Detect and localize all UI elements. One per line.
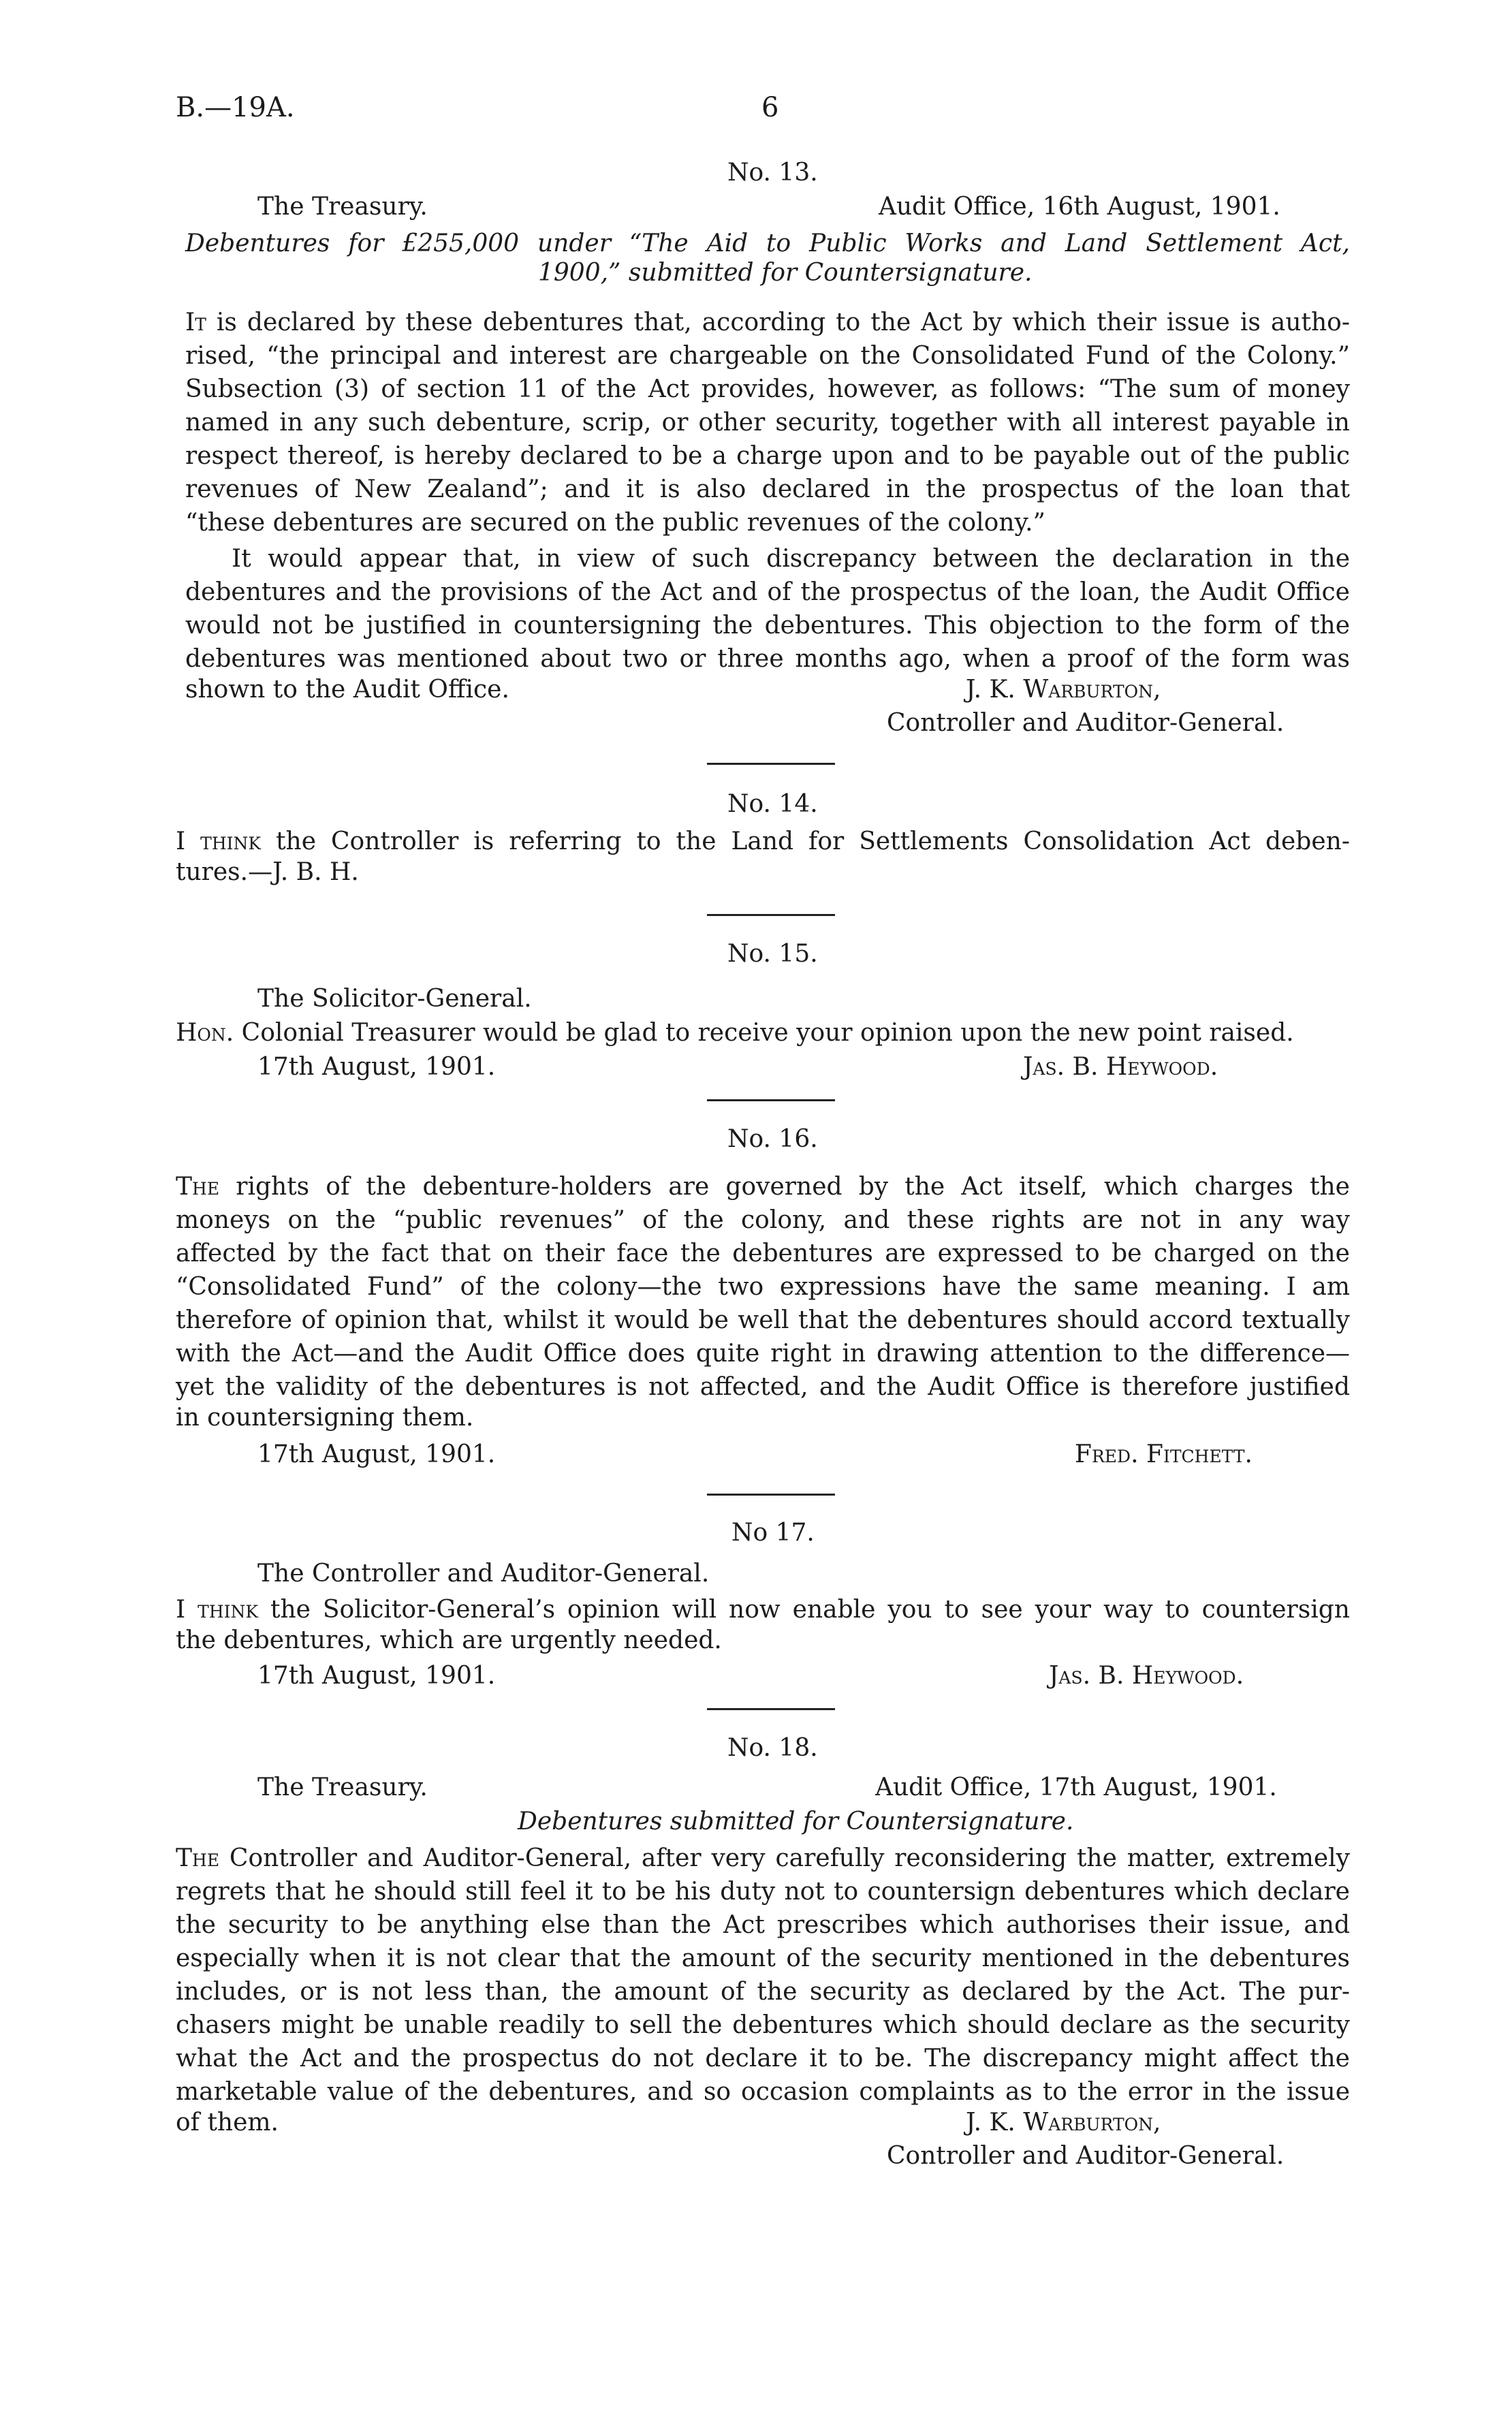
- section-15-text: Hon. Colonial Treasurer would be glad to receive your opinion upon the new point raised.: [176, 1019, 1294, 1047]
- page-number: 6: [761, 92, 779, 123]
- section-15-signature: Jas. B. Heywood.: [1023, 1053, 1218, 1081]
- section-14-heading: No. 14.: [727, 790, 818, 818]
- section-15-lead-word: Hon.: [176, 1019, 234, 1047]
- document-reference: B.—19A.: [176, 92, 295, 123]
- section-17-date: 17th August, 1901.: [257, 1662, 496, 1690]
- section-17-line-2: the debentures, which are urgently needed.: [176, 1626, 722, 1654]
- section-13-title-line-2: 1900,” submitted for Countersignature.: [538, 259, 1033, 287]
- section-14-lead-word: I think: [176, 827, 262, 855]
- section-13-para-1-line-2: rised, “the principal and interest are chargeable on the Consolidated Fund of the Colony.”: [185, 342, 1350, 370]
- section-13-para-1-line-6: revenues of New Zealand”; and it is also declared in the prospectus of the loan that: [185, 475, 1350, 503]
- section-14-line-1: I think the Controller is referring to the Land for Settlements Consolidation Act deben-: [176, 827, 1350, 855]
- section-18-line-9: of them.: [176, 2109, 279, 2136]
- section-13-lead-word: It: [185, 309, 206, 336]
- section-18-place-date: Audit Office, 17th August, 1901.: [875, 1773, 1277, 1801]
- section-divider: [707, 1099, 835, 1101]
- section-18-line-7: what the Act and the prospectus do not declare it to be. The discrepancy might affect the: [176, 2045, 1350, 2072]
- section-18-title: Debentures submitted for Countersignature.: [518, 1808, 1074, 1835]
- section-16-line-6: with the Act—and the Audit Office does quite right in drawing attention to the difference—: [176, 1340, 1350, 1368]
- section-16-line-3: affected by the fact that on their face the debentures are expressed to be charged on the: [176, 1240, 1350, 1267]
- section-16-lead-word: The: [176, 1173, 220, 1201]
- section-18-line-5: includes, or is not less than, the amount of the security as declared by the Act. The pur-: [176, 1978, 1350, 2006]
- section-18-line-3: the security to be anything else than the Act prescribes which authorises their issue, and: [176, 1911, 1350, 1939]
- section-16-line-5: therefore of opinion that, whilst it would be well that the debentures should accord textually: [176, 1306, 1350, 1334]
- section-13-para-1-line-1: It is declared by these debentures that, according to the Act by which their issue is autho-: [185, 309, 1350, 336]
- section-17-heading: No 17.: [731, 1519, 815, 1547]
- section-13-para-2-line-4: debentures was mentioned about two or three months ago, when a proof of the form was: [185, 645, 1350, 673]
- section-13-para-1-line-7: “these debentures are secured on the public revenues of the colony.”: [185, 509, 1045, 537]
- section-16-line-7: yet the validity of the debentures is not affected, and the Audit Office is therefore justified: [176, 1373, 1350, 1401]
- section-divider: [707, 1494, 835, 1496]
- section-17-addressee: The Controller and Auditor-General.: [257, 1560, 710, 1588]
- section-13-para-1-line-3: Subsection (3) of section 11 of the Act provides, however, as follows: “The sum of money: [185, 375, 1350, 403]
- section-18-lead-word: The: [176, 1844, 220, 1872]
- section-13-signature-name: J. K. Warburton,: [966, 676, 1161, 704]
- section-17-line-1: I think the Solicitor-General’s opinion will now enable you to see your way to countersign: [176, 1596, 1350, 1624]
- section-15-date: 17th August, 1901.: [257, 1053, 496, 1081]
- section-18-line-4: especially when it is not clear that the amount of the security mentioned in the debentures: [176, 1944, 1350, 1972]
- section-18-line-8: marketable value of the debentures, and so occasion complaints as to the error in the issue: [176, 2078, 1350, 2106]
- section-18-from: The Treasury.: [257, 1773, 428, 1801]
- section-18-heading: No. 18.: [727, 1734, 818, 1762]
- section-13-from: The Treasury.: [257, 193, 428, 221]
- section-18-line-2: regrets that he should still feel it to be his duty not to countersign debentures which declare: [176, 1878, 1350, 1906]
- section-13-heading: No. 13.: [727, 159, 818, 187]
- section-13-title-line-1: Debentures for £255,000 under “The Aid to Public Works and Land Settlement Act,: [185, 230, 1350, 257]
- section-14-line-2: tures.—J. B. H.: [176, 858, 359, 886]
- section-13-para-1-line-4: named in any such debenture, scrip, or other security, together with all interest payable in: [185, 409, 1350, 437]
- section-17-lead-word: I think: [176, 1596, 259, 1624]
- section-15-heading: No. 15.: [727, 940, 818, 968]
- section-18-signature-title: Controller and Auditor-General.: [887, 2142, 1285, 2170]
- section-18-line-6: chasers might be unable readily to sell the debentures which should declare as the security: [176, 2011, 1350, 2039]
- section-13-para-2-line-3: would not be justified in countersigning the debentures. This objection to the form of the: [185, 612, 1350, 640]
- section-16-signature: Fred. Fitchett.: [1075, 1440, 1253, 1468]
- section-13-place-date: Audit Office, 16th August, 1901.: [879, 193, 1280, 221]
- section-16-heading: No. 16.: [727, 1125, 818, 1153]
- section-13-signature-title: Controller and Auditor-General.: [887, 709, 1285, 737]
- section-13-para-2-line-5: shown to the Audit Office.: [185, 676, 509, 704]
- section-17-signature: Jas. B. Heywood.: [1049, 1662, 1244, 1690]
- section-16-line-2: moneys on the “public revenues” of the colony, and these rights are not in any way: [176, 1206, 1350, 1234]
- section-16-line-1: The rights of the debenture-holders are governed by the Act itself, which charges the: [176, 1173, 1350, 1201]
- section-divider: [707, 1708, 835, 1710]
- section-18-line-1: The Controller and Auditor-General, after very carefully reconsidering the matter, extremely: [176, 1844, 1350, 1872]
- section-18-signature-name: J. K. Warburton,: [966, 2109, 1161, 2136]
- section-16-line-4: “Consolidated Fund” of the colony—the two expressions have the same meaning. I am: [176, 1273, 1350, 1301]
- section-13-para-2-line-1: It would appear that, in view of such discrepancy between the declaration in the: [232, 545, 1350, 573]
- section-divider: [707, 914, 835, 916]
- section-16-line-8: in countersigning them.: [176, 1404, 474, 1432]
- section-16-date: 17th August, 1901.: [257, 1440, 496, 1468]
- section-13-para-2-line-2: debentures and the provisions of the Act and of the prospectus of the loan, the Audit Office: [185, 578, 1350, 606]
- section-15-addressee: The Solicitor-General.: [257, 985, 532, 1013]
- section-13-para-1-line-5: respect thereof, is hereby declared to be a charge upon and to be payable out of the public: [185, 442, 1350, 470]
- section-divider: [707, 763, 835, 765]
